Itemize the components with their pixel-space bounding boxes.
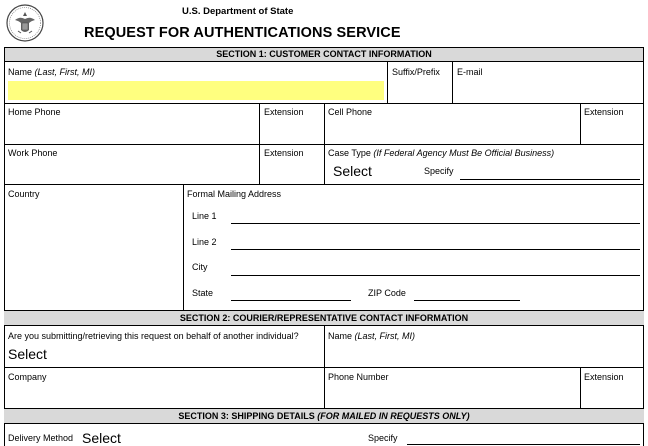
zip-input[interactable] [414,300,520,301]
line1-input[interactable] [231,223,640,224]
section3-header: SECTION 3: SHIPPING DETAILS (FOR MAILED IN REQUESTS ONLY) [4,408,644,424]
case-specify-input[interactable] [460,179,640,180]
work-phone-input[interactable] [6,161,258,182]
cell-phone-label: Cell Phone [328,107,373,117]
line1-label: Line 1 [192,211,217,221]
case-specify-label: Specify [424,166,454,176]
phone-number-input[interactable] [327,385,579,405]
mailing-address-label: Formal Mailing Address [187,189,282,199]
city-label: City [192,262,208,272]
work-phone-label: Work Phone [8,148,58,158]
email-label: E-mail [457,67,483,77]
section1-header: SECTION 1: CUSTOMER CONTACT INFORMATION [4,47,644,62]
suffix-label: Suffix/Prefix [392,67,440,77]
form-title: REQUEST FOR AUTHENTICATIONS SERVICE [84,25,401,41]
zip-label: ZIP Code [368,288,406,298]
courier-extension-label: Extension [584,372,624,382]
cell-extension-input[interactable] [583,120,641,142]
work-extension-input[interactable] [262,161,322,182]
suffix-input[interactable] [390,80,450,100]
name-label: Name (Last, First, MI) [8,67,96,77]
name-input[interactable] [8,81,384,100]
country-label: Country [8,189,40,199]
behalf-select[interactable]: Select [8,346,47,362]
line2-label: Line 2 [192,237,217,247]
state-label: State [192,288,214,298]
section2-header: SECTION 2: COURIER/REPRESENTATIVE CONTACT INFORMATION [4,310,644,326]
country-input[interactable] [6,202,182,306]
home-extension-input[interactable] [262,120,322,142]
cell-phone-input[interactable] [327,120,579,142]
case-type-label: Case Type (If Federal Agency Must Be Official Business) [328,148,555,158]
delivery-specify-label: Specify [368,433,398,443]
email-input[interactable] [456,80,640,100]
cell-extension-label: Extension [584,107,624,117]
state-input[interactable] [231,300,351,301]
courier-name-label: Name (Last, First, MI) [328,331,416,341]
company-label: Company [8,372,47,382]
city-input[interactable] [231,275,640,276]
delivery-method-label: Delivery Method [8,433,74,443]
home-extension-label: Extension [264,107,304,117]
case-type-select[interactable]: Select [333,163,372,179]
delivery-method-select[interactable]: Select [82,430,121,446]
courier-extension-input[interactable] [583,385,641,405]
delivery-specify-input[interactable] [407,444,640,445]
home-phone-label: Home Phone [8,107,61,117]
phone-number-label: Phone Number [328,372,389,382]
line2-input[interactable] [231,249,640,250]
company-input[interactable] [6,385,322,405]
home-phone-input[interactable] [6,120,258,142]
courier-name-input[interactable] [327,344,640,364]
behalf-question: Are you submitting/retrieving this request on behalf of another individual? [8,331,299,341]
work-extension-label: Extension [264,148,304,158]
state-department-seal-icon [6,4,44,42]
department-name: U.S. Department of State [182,6,294,17]
